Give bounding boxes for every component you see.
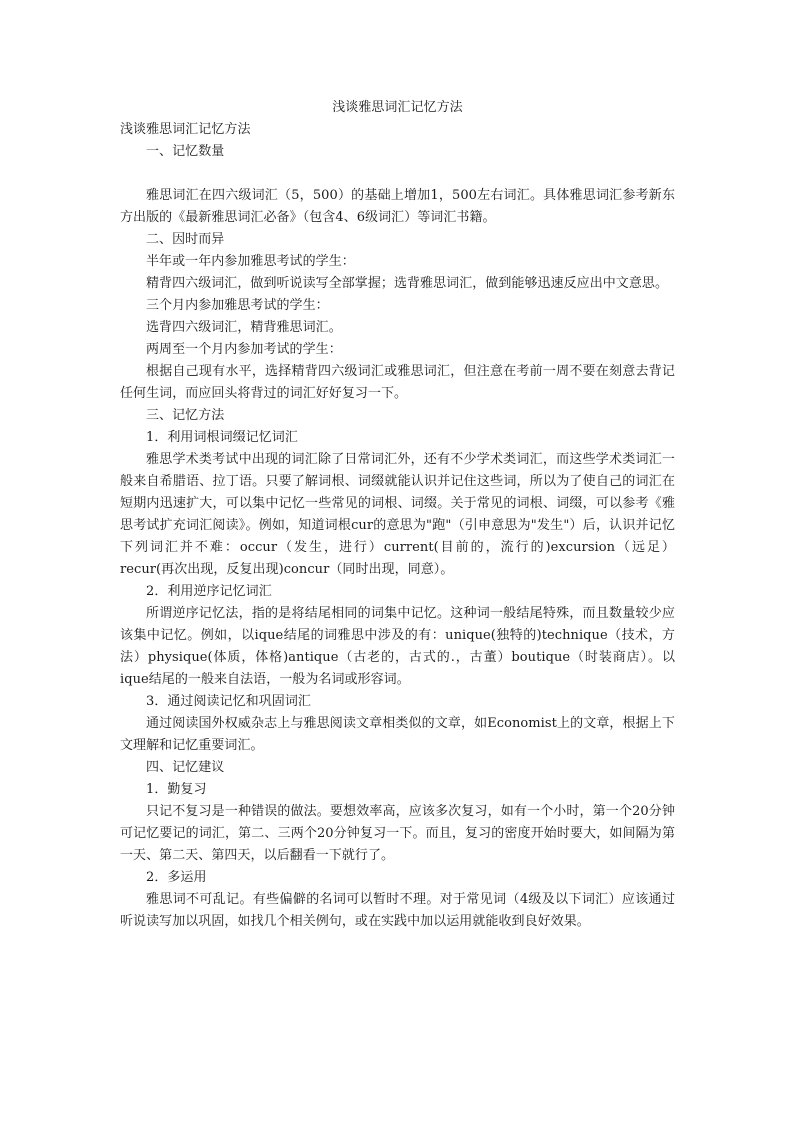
document-body [120, 97, 675, 933]
subsection-heading: 3．通过阅读记忆和巩固词汇 [146, 694, 311, 709]
section-heading-advice: 四、记忆建议 [146, 760, 225, 775]
subsection-heading: 1．勤复习 [146, 782, 207, 797]
paragraph: 精背四六级词汇，做到听说读写全部掌握；选背雅思词汇，做到能够迅速反应出中文意思。 [146, 276, 669, 291]
document-subtitle: 浅谈雅思词汇记忆方法 [120, 122, 251, 137]
paragraph: 所谓逆序记忆法，指的是将结尾相同的词集中记忆。这种词一般结尾特殊，而且数量较少应该集中记忆。例如，以ique结尾的词雅思中涉及的有：unique(独特的)technique（技术，方法）physique(体质，体格)antique（古老的，古式的.，古董）boutique（时装商店）。以ique结尾的一般来自法语，一般为名词或形容词。 [120, 606, 675, 687]
paragraph: 三个月内参加雅思考试的学生： [146, 298, 329, 313]
paragraph: 两周至一个月内参加考试的学生： [146, 342, 342, 357]
subsection-heading: 2．利用逆序记忆词汇 [146, 584, 272, 599]
subsection-heading: 1．利用词根词缀记忆词汇 [146, 430, 298, 445]
blank-line [120, 163, 675, 185]
paragraph: 通过阅读国外权威杂志上与雅思阅读文章相类似的文章，如Economist上的文章，根据上下文理解和记忆重要词汇。 [120, 716, 675, 753]
document-title: 浅谈雅思词汇记忆方法 [332, 100, 463, 115]
paragraph: 雅思词汇在四六级词汇（5，500）的基础上增加1，500左右词汇。具体雅思词汇参考新东方出版的《最新雅思词汇必备》（包含4、6级词汇）等词汇书籍。 [120, 188, 675, 225]
paragraph: 半年或一年内参加雅思考试的学生： [146, 254, 355, 269]
paragraph: 根据自己现有水平，选择精背四六级词汇或雅思词汇，但注意在考前一周不要在刻意去背记任何生词，而应回头将背过的词汇好好复习一下。 [120, 364, 675, 401]
section-heading-timing: 二、因时而异 [146, 232, 225, 247]
paragraph: 雅思学术类考试中出现的词汇除了日常词汇外，还有不少学术类词汇，而这些学术类词汇一般来自希腊语、拉丁语。只要了解词根、词缀就能认识并记住这些词，所以为了使自己的词汇在短期内迅速扩大，可以集中记忆一些常见的词根、词缀。关于常见的词根、词缀，可以参考《雅思考试扩充词汇阅读》。例如，知道词根cur的意思为"跑"（引申意思为"发生"）后，认识并记忆下列词汇并不难：occur（发生，进行）current(目前的，流行的)excursion（远足）recur(再次出现，反复出现)concur（同时出现，同意）。 [120, 452, 675, 577]
section-heading-methods: 三、记忆方法 [146, 408, 225, 423]
paragraph: 选背四六级词汇，精背雅思词汇。 [146, 320, 342, 335]
section-heading-quantity: 一、记忆数量 [146, 144, 225, 159]
paragraph: 雅思词不可乱记。有些偏僻的名词可以暂时不理。对于常见词（4级及以下词汇）应该通过听说读写加以巩固，如找几个相关例句，或在实践中加以运用就能收到良好效果。 [120, 892, 675, 929]
paragraph: 只记不复习是一种错误的做法。要想效率高，应该多次复习，如有一个小时，第一个20分钟可记忆要记的词汇，第二、三两个20分钟复习一下。而且，复习的密度开始时要大，如间隔为第一天、第二天、第四天，以后翻看一下就行了。 [120, 804, 675, 863]
subsection-heading: 2．多运用 [146, 870, 207, 885]
